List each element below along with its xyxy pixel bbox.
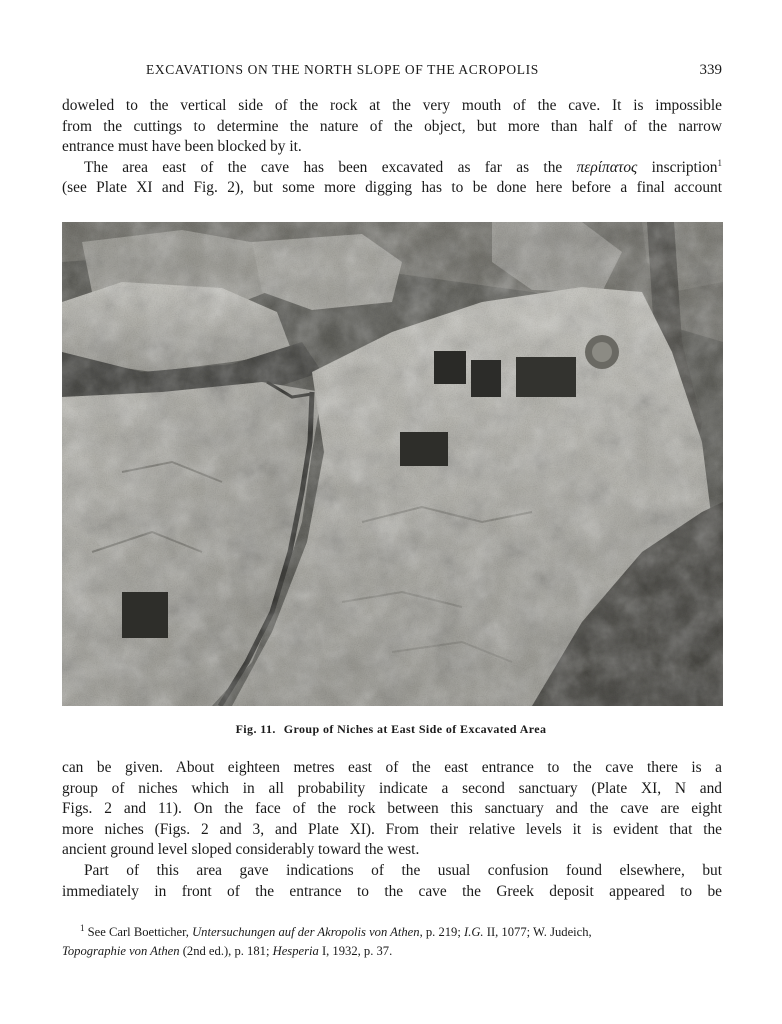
text-line: entrance must have been blocked by it. [62,138,302,156]
niche [434,351,466,384]
niche [516,357,576,397]
running-header [62,62,722,84]
citation-title: Untersuchungen auf der Akropolis von Athen [192,925,420,939]
text-line: doweled to the vertical side of the rock at the very mouth of the cave. It is impossible [62,97,722,114]
page-number: 339 [699,62,722,78]
footnote-text: II, 1077; W. Judeich, [486,925,592,939]
figure-caption [0,722,782,737]
footnote-text: (2nd ed.), p. 181; [182,944,270,958]
text-line: can be given. About eighteen metres east of the east entrance to the cave there is a [62,759,722,776]
body-text-top [62,96,722,199]
text-line: Figs. 2 and 11). On the face of the rock between this sanctuary and the cave are eight [62,800,722,818]
niche [122,592,168,638]
text-line: ancient ground level sloped considerably toward the west. [62,841,420,859]
text-line [62,158,722,179]
greek-word: περίπατος [576,158,638,176]
body-text-bottom [62,758,722,902]
citation-title: I.G. [464,925,484,939]
caption-label: Fig. 11. [235,722,276,736]
running-title: EXCAVATIONS ON THE NORTH SLOPE OF THE ACROPOLIS [146,62,539,77]
text-line: more niches (Figs. 2 and 3, and Plate XI). From their relative levels it is evident that the [62,820,722,838]
niche [400,432,448,466]
figure-photograph [62,222,723,706]
footnote-line [62,942,722,961]
caption-text: Group of Niches at East Side of Excavated Area [283,722,547,736]
footnote-text: , p. 219; [419,925,461,939]
footnote-marker: 1 [80,922,85,933]
citation-title: Topographie von Athen [62,944,180,958]
text-fragment: inscription [651,158,718,176]
text-line: immediately in front of the entrance to the cave the Greek deposit appeared to be [62,882,722,900]
rock-niches-photo [62,222,723,706]
text-line: from the cuttings to determine the nature of the object, but more than half of the narrow [62,117,722,135]
footnote-text: See Carl Boetticher, [87,925,189,939]
text-line: Part of this area gave indications of the usual confusion found elsewhere, but [84,861,722,879]
footnote-reference: 1 [717,157,722,168]
footnote-line [62,923,722,942]
citation-title: Hesperia [272,944,319,958]
footnote-text: I, 1932, p. 37. [321,944,393,958]
footnote [62,923,722,961]
niche [471,360,501,397]
text-fragment: The area east of the cave has been excavated as far as the [84,158,563,176]
text-line: group of niches which in all probability indicate a second sanctuary (Plate XI, N and [62,779,722,797]
text-line: (see Plate XI and Fig. 2), but some more digging has to be done here before a final account [62,179,722,197]
